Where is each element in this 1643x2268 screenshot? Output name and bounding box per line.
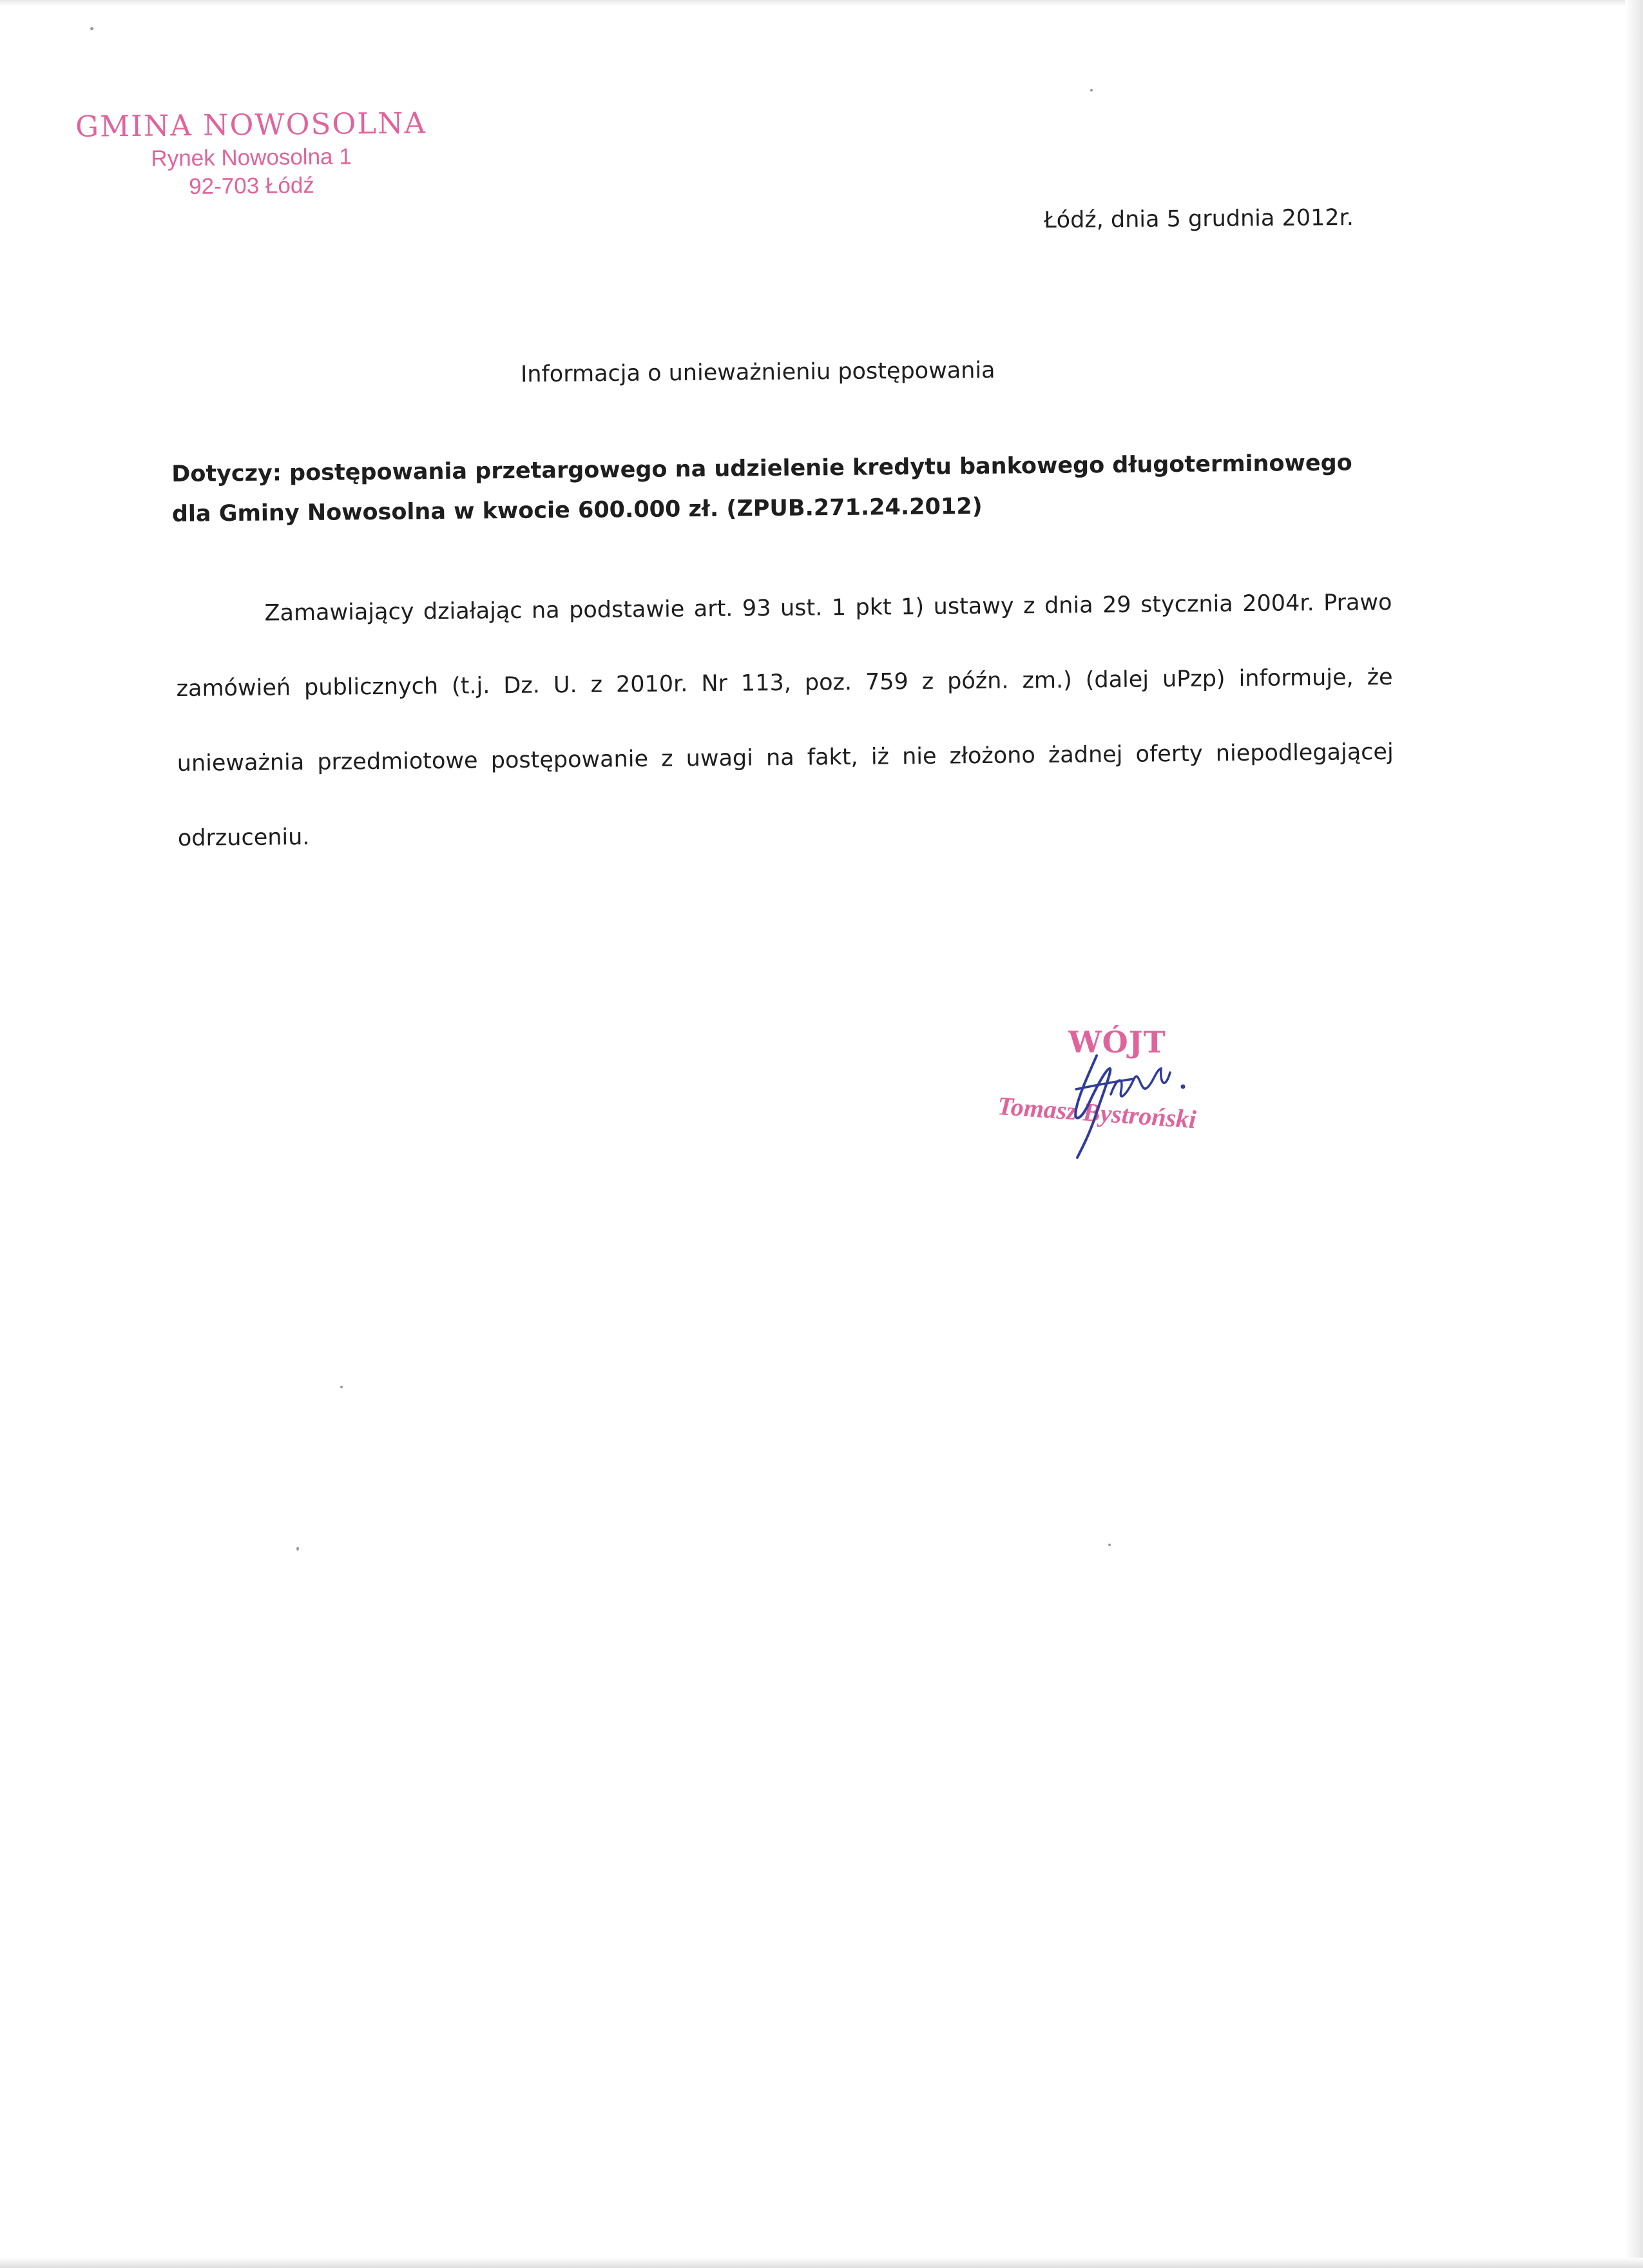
signature-stamp-name: Tomasz Bystroński <box>996 1090 1197 1134</box>
scan-speck <box>90 27 93 30</box>
stamp-street: Rynek Nowosolna 1 <box>151 144 352 171</box>
document-title: Informacja o unieważnieniu postępowania <box>520 357 995 388</box>
signature-block <box>986 1018 1256 1160</box>
document-subject: Dotyczy: postępowania przetargowego na udzielenie kredytu bankowego długoterminowego dla Gminy Nowosolna w kwocie 600.000 zł. (ZPUB.271.24.2012) <box>171 450 1352 527</box>
scan-speck <box>1108 1544 1111 1546</box>
stamp-postal: 92-703 Łódź <box>189 172 315 200</box>
body-paragraph: Zamawiający działając na podstawie art. 93 ust. 1 pkt 1) ustawy z dnia 29 stycznia 2004r. Prawo zamówień publicznych (t.j. Dz. U. z 2010r. Nr 113, poz. 759 z późn. zm.) (dalej uPzp) informuje, że unieważnia przedmiotowe postępowanie z uwagi na fakt, iż nie złożono żadnej oferty niepodlegającej odrzuceniu. <box>176 589 1394 851</box>
signature-stamp-title: WÓJT <box>1068 1025 1166 1060</box>
stamp-name: GMINA NOWOSOLNA <box>75 106 427 144</box>
municipality-stamp <box>70 104 432 202</box>
scan-edge-bottom <box>0 2258 1643 2268</box>
scan-edge-right <box>1625 0 1643 2268</box>
date-line: Łódź, dnia 5 grudnia 2012r. <box>1043 204 1354 234</box>
scan-speck <box>340 1386 343 1388</box>
scan-speck <box>1090 89 1093 92</box>
scan-speck <box>296 1547 299 1551</box>
handwritten-signature <box>1050 1031 1192 1160</box>
scan-edge-top <box>0 0 1643 6</box>
